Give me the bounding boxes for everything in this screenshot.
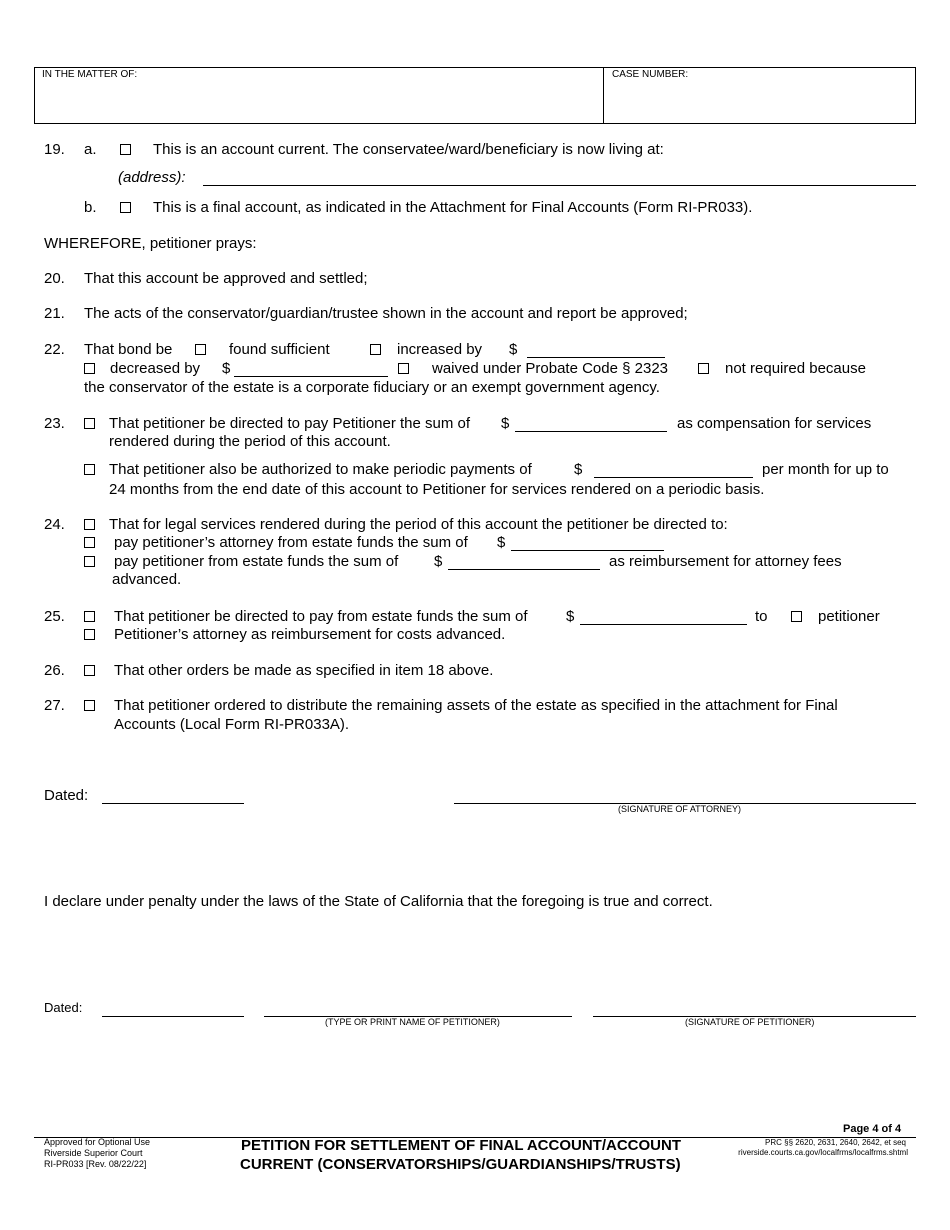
item-24-text: That for legal services rendered during the period of this account the petitioner be directed to: <box>109 516 728 533</box>
attorney-pay-amount-field[interactable] <box>511 550 664 551</box>
item-25-number: 25. <box>44 608 65 625</box>
item-19a-text: This is an account current. The conservatee/ward/beneficiary is now living at: <box>153 141 664 158</box>
item-26-checkbox[interactable] <box>84 665 95 676</box>
item-20-text: That this account be approved and settled; <box>84 270 368 287</box>
item-24-number: 24. <box>44 516 65 533</box>
dated-label-1: Dated: <box>44 787 89 804</box>
item-26-text: That other orders be made as specified in item 18 above. <box>114 662 494 679</box>
attorney-pay-dollar-sign: $ <box>497 534 506 551</box>
footer-form-number: RI-PR033 [Rev. 08/22/22] <box>44 1159 147 1169</box>
page-number: Page 4 of 4 <box>843 1123 902 1135</box>
dated-label-2: Dated: <box>44 1000 83 1015</box>
matter-label: IN THE MATTER OF: <box>42 69 138 80</box>
item-27-text: That petitioner ordered to distribute the remaining assets of the estate as specified in the attachment for Final <box>114 697 838 714</box>
item-19-number: 19. <box>44 141 65 158</box>
footer-court: Riverside Superior Court <box>44 1148 143 1158</box>
periodic-dollar-sign: $ <box>574 461 583 478</box>
item-20-number: 20. <box>44 270 65 287</box>
item-23-text: That petitioner be directed to pay Petitioner the sum of <box>109 415 471 432</box>
periodic-payments-checkbox[interactable] <box>84 464 95 475</box>
form-title-line1: PETITION FOR SETTLEMENT OF FINAL ACCOUNT/ACCOUNT <box>241 1137 681 1154</box>
increased-amount-field[interactable] <box>527 357 665 358</box>
attorney-pay-checkbox[interactable] <box>84 537 95 548</box>
petitioner-label: petitioner <box>818 608 880 625</box>
item-25-checkbox[interactable] <box>84 611 95 622</box>
pay-petitioner-checkbox[interactable] <box>791 611 802 622</box>
bond-increased-checkbox[interactable] <box>370 344 381 355</box>
to-label: to <box>755 608 768 625</box>
item-25-dollar-sign: $ <box>566 608 575 625</box>
declaration-text: I declare under penalty under the laws of the State of California that the foregoing is true and correct. <box>44 893 713 910</box>
item-24-checkbox[interactable] <box>84 519 95 530</box>
petitioner-name-label: (TYPE OR PRINT NAME OF PETITIONER) <box>325 1017 500 1027</box>
item-23-text-cont: rendered during the period of this account. <box>109 433 391 450</box>
periodic-amount-field[interactable] <box>594 477 753 478</box>
petitioner-reimb-amount-field[interactable] <box>448 569 600 570</box>
dated-field-1[interactable] <box>102 803 244 804</box>
dated-field-2[interactable] <box>102 1016 244 1017</box>
form-title-line2: CURRENT (CONSERVATORSHIPS/GUARDIANSHIPS/TRUSTS) <box>240 1156 681 1173</box>
item-19a-label: a. <box>84 141 97 158</box>
item-25-line2: Petitioner’s attorney as reimbursement for costs advanced. <box>114 626 506 643</box>
compensation-amount-field[interactable] <box>515 431 667 432</box>
reimbursement-label: as reimbursement for attorney fees <box>609 553 842 570</box>
bond-found-sufficient-checkbox[interactable] <box>195 344 206 355</box>
item-19a-checkbox[interactable] <box>120 144 131 155</box>
attorney-pay-text: pay petitioner’s attorney from estate funds the sum of <box>114 534 468 551</box>
bond-text: That bond be <box>84 341 173 358</box>
decreased-amount-field[interactable] <box>234 376 388 377</box>
address-field[interactable] <box>203 185 916 186</box>
item-22-line2: the conservator of the estate is a corporate fiduciary or an exempt government agency. <box>84 379 660 396</box>
item-26-number: 26. <box>44 662 65 679</box>
compensation-label: as compensation for services <box>677 415 872 432</box>
item-23-number: 23. <box>44 415 65 432</box>
per-month-label: per month for up to <box>762 461 889 478</box>
item-27-checkbox[interactable] <box>84 700 95 711</box>
item-19b-text: This is a final account, as indicated in the Attachment for Final Accounts (Form RI-PR033). <box>153 199 753 216</box>
item-21-text: The acts of the conservator/guardian/trustee shown in the account and report be approved; <box>84 305 688 322</box>
caption-divider <box>603 67 604 124</box>
item-19b-label: b. <box>84 199 97 216</box>
footer-approved: Approved for Optional Use <box>44 1137 151 1147</box>
address-label: (address): <box>118 169 186 186</box>
caption-box <box>34 67 916 124</box>
bond-not-required-checkbox[interactable] <box>698 363 709 374</box>
costs-amount-field[interactable] <box>580 624 747 625</box>
bond-waived-checkbox[interactable] <box>398 363 409 374</box>
wherefore-text: WHEREFORE, petitioner prays: <box>44 235 257 252</box>
item-27-text-cont: Accounts (Local Form RI-PR033A). <box>114 716 350 733</box>
increased-by-label: increased by <box>397 341 483 358</box>
item-25-text: That petitioner be directed to pay from estate funds the sum of <box>114 608 528 625</box>
decreased-dollar-sign: $ <box>222 360 231 377</box>
periodic-payments-text: That petitioner also be authorized to make periodic payments of <box>109 461 532 478</box>
bond-decreased-checkbox[interactable] <box>84 363 95 374</box>
increased-dollar-sign: $ <box>509 341 518 358</box>
item-22-number: 22. <box>44 341 65 358</box>
attorney-signature-label: (SIGNATURE OF ATTORNEY) <box>618 804 742 814</box>
item-27-number: 27. <box>44 697 65 714</box>
waived-label: waived under Probate Code § 2323 <box>432 360 669 377</box>
footer-url: riverside.courts.ca.gov/localfrms/localfrms.shtml <box>738 1148 908 1157</box>
advanced-text: advanced. <box>112 571 182 588</box>
decreased-by-label: decreased by <box>110 360 201 377</box>
case-number-label: CASE NUMBER: <box>612 69 689 80</box>
item-19b-checkbox[interactable] <box>120 202 131 213</box>
item-21-number: 21. <box>44 305 65 322</box>
pay-attorney-checkbox[interactable] <box>84 629 95 640</box>
petitioner-reimb-text: pay petitioner from estate funds the sum of <box>114 553 399 570</box>
petitioner-reimb-checkbox[interactable] <box>84 556 95 567</box>
found-sufficient-label: found sufficient <box>229 341 330 358</box>
item-23-checkbox[interactable] <box>84 418 95 429</box>
footer-code-ref: PRC §§ 2620, 2631, 2640, 2642, et seq <box>765 1138 906 1147</box>
periodic-payments-text-cont: 24 months from the end date of this account to Petitioner for services rendered on a periodic basis. <box>109 481 765 498</box>
petitioner-reimb-dollar-sign: $ <box>434 553 443 570</box>
not-required-label: not required because <box>725 360 866 377</box>
petitioner-signature-label: (SIGNATURE OF PETITIONER) <box>685 1017 815 1027</box>
item-23-dollar-sign: $ <box>501 415 510 432</box>
